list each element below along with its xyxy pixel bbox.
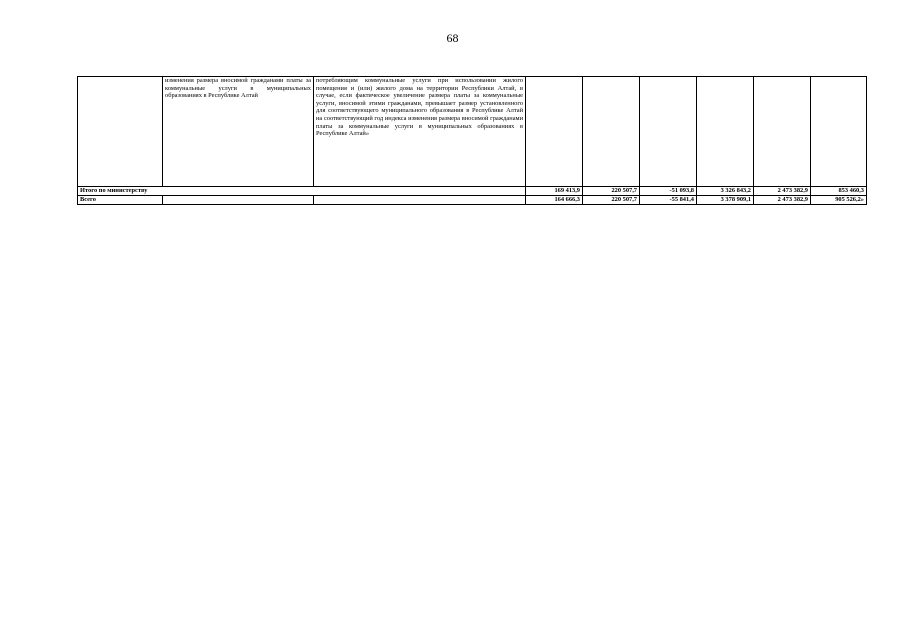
ministry-total-value: 853 460,3 <box>811 187 867 196</box>
grand-total-value: -55 841,4 <box>640 196 697 205</box>
grand-total-blank <box>163 196 314 205</box>
grand-total-value: 220 507,7 <box>583 196 640 205</box>
ministry-total-label: Итого по министерству <box>78 187 526 196</box>
budget-table <box>77 76 867 205</box>
cell-measure-name: изменения размера вносимой гражданами платы за коммунальные услуги в муниципальных образованиях в Республике Алтай <box>163 77 314 187</box>
grand-total-value: 3 378 909,1 <box>697 196 754 205</box>
ministry-total-value: 2 473 382,9 <box>754 187 811 196</box>
grand-total-value: 2 473 382,9 <box>754 196 811 205</box>
page-number: 68 <box>446 31 459 45</box>
grand-total-row <box>78 196 867 205</box>
cell-blank <box>78 77 163 187</box>
ministry-total-value: -51 093,8 <box>640 187 697 196</box>
grand-total-value: 164 666,3 <box>526 196 583 205</box>
grand-total-value: 905 526,2» <box>811 196 867 205</box>
ministry-total-row <box>78 187 867 196</box>
cell-value <box>526 77 583 187</box>
cell-value <box>811 77 867 187</box>
cell-value <box>640 77 697 187</box>
cell-measure-description: потребляющим коммунальные услуги при использовании жилого помещения и (или) жилого дома на территории Республики Алтай, в случае, если фактическое увеличение размера платы за коммунальные услуги, вносимой этими гражданами, превышает размер установленного для соответствующего муниципального образования в Республике Алтай на соответствующий год индекса изменения размера вносимой гражданами платы за коммунальные услуги в муниципальных образованиях в Республике Алтай» <box>314 77 526 187</box>
ministry-total-value: 220 507,7 <box>583 187 640 196</box>
cell-value <box>697 77 754 187</box>
cell-value <box>583 77 640 187</box>
table-row <box>78 77 867 187</box>
ministry-total-value: 3 326 843,2 <box>697 187 754 196</box>
ministry-total-value: 169 413,9 <box>526 187 583 196</box>
cell-value <box>754 77 811 187</box>
grand-total-blank <box>314 196 526 205</box>
grand-total-label: Всего <box>78 196 163 205</box>
